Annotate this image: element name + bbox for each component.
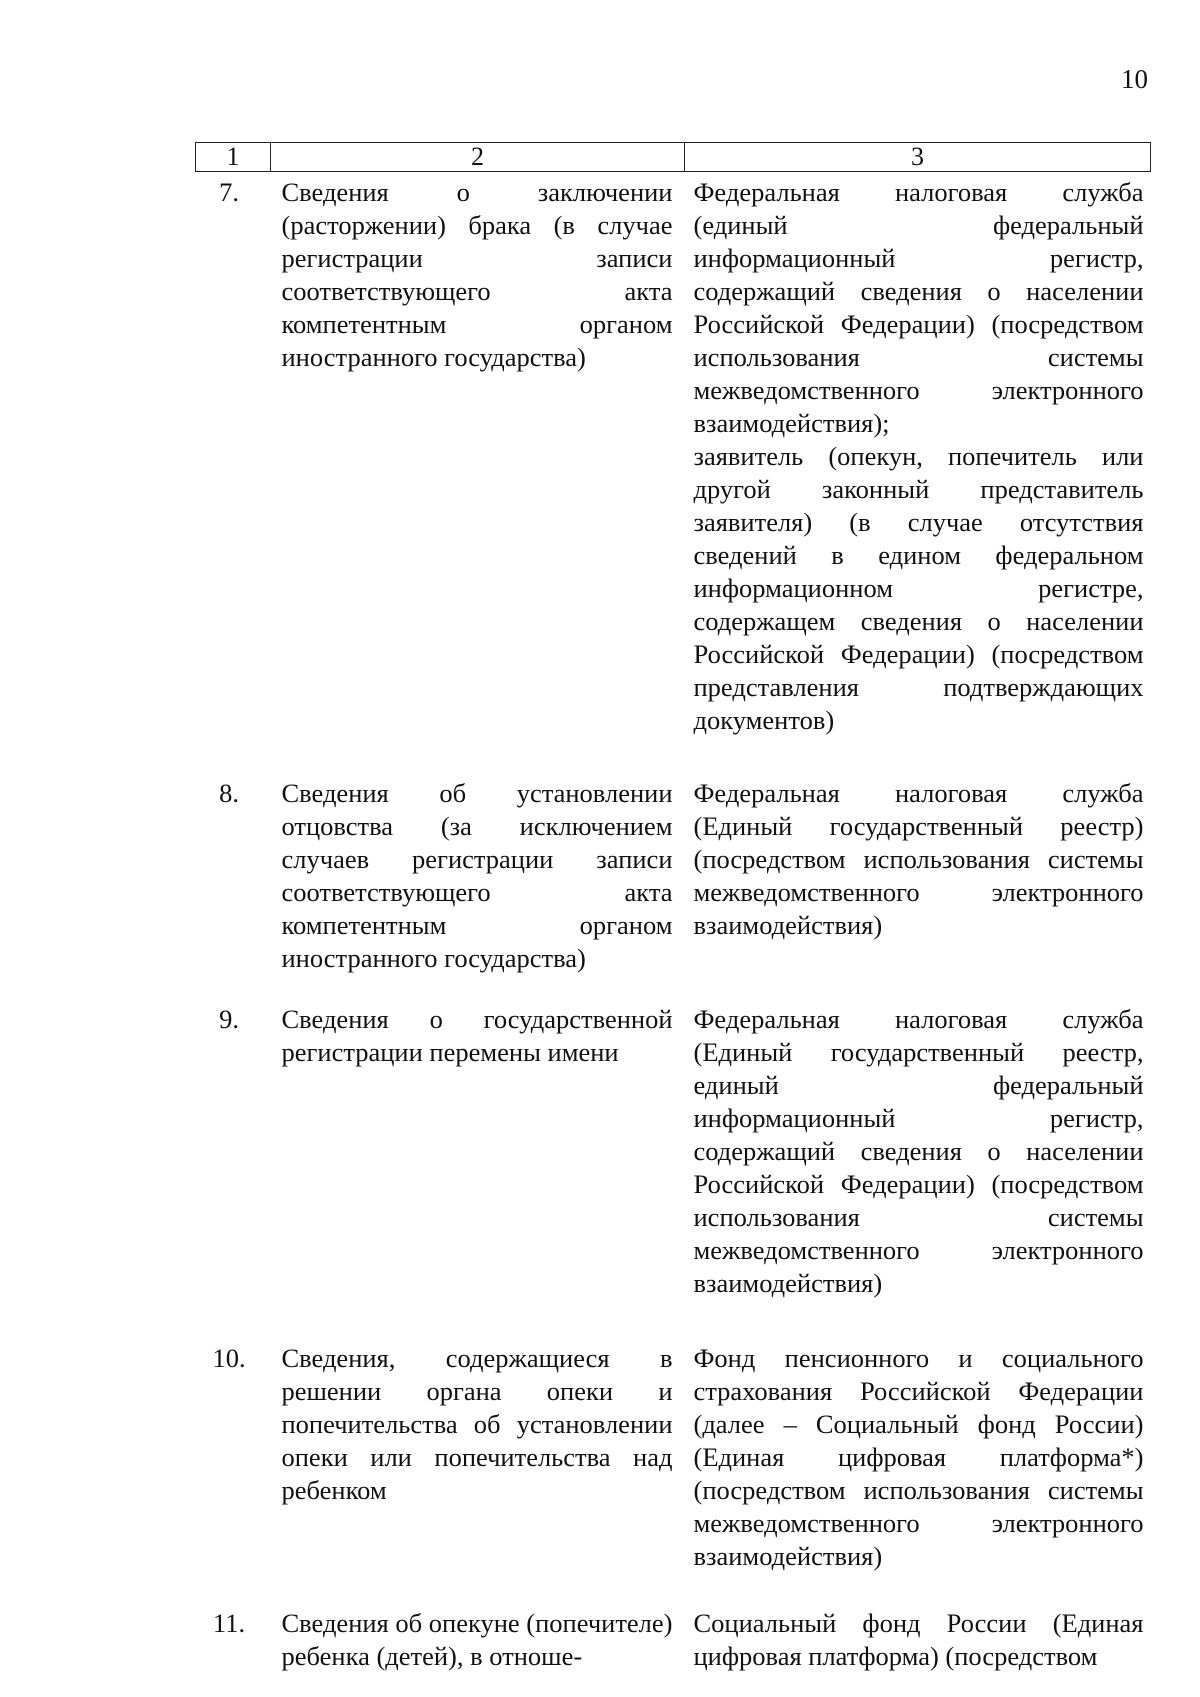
row-source-part: Федеральная налоговая служба (Единый государственный реестр) (посредством использования системы межведомственного электронного взаимодействия): [693, 778, 1144, 940]
row-number: 8.: [219, 778, 239, 808]
page-number: 10: [1121, 64, 1148, 94]
row-description: Сведения о заключении (расторжении) брака (в случае регистрации записи соответствующего акта компетентным органом иностранного государства): [281, 177, 673, 372]
row-source: [685, 1603, 1151, 1673]
table-row: [196, 1338, 1151, 1603]
row-source-part: Федеральная налоговая служба (Единый государственный реестр, единый федеральный информационный регистр, содержащий сведения о населении Российской Федерации) (посредством использования системы межведомственного электронного взаимодействия): [693, 1004, 1144, 1298]
row-source-part: Федеральная налоговая служба (единый федеральный информационный регистр, содержащий сведения о населении Российской Федерации) (посредством использования системы межведомственного электронного взаимодействия);: [693, 177, 1144, 438]
table-header: [196, 143, 1151, 172]
row-source: [685, 773, 1151, 999]
row-source-part: заявитель (опекун, попечитель или другой законный представитель заявителя) (в случае отсутствия сведений в едином федеральном информационном регистре, содержащем сведения о населении Российской Федерации) (посредством представления подтверждающих документов): [693, 441, 1144, 735]
header-col-2: 2: [271, 143, 685, 172]
row-number: 10.: [212, 1343, 246, 1373]
row-number: 7.: [219, 177, 239, 207]
table-body: [196, 172, 1151, 1674]
row-number: 9.: [219, 1004, 239, 1034]
table-row: [196, 999, 1151, 1338]
row-description: Сведения, содержащиеся в решении органа опеки и попечительства об установлении опеки или попечительства над ребенком: [281, 1343, 673, 1505]
row-source-part: Фонд пенсионного и социального страхования Российской Федерации (далее – Социальный фонд России) (Единая цифровая платформа*) (посредством использования системы межведомственного электронного взаимодействия): [693, 1343, 1144, 1571]
header-col-3: 3: [685, 143, 1151, 172]
row-source: [685, 172, 1151, 774]
row-description: Сведения об опекуне (попечителе) ребенка (детей), в отноше-: [281, 1608, 673, 1671]
table-row: [196, 1603, 1151, 1673]
row-number: 11.: [212, 1608, 246, 1638]
row-source: [685, 999, 1151, 1338]
row-source-part: Социальный фонд России (Единая цифровая платформа) (посредством: [693, 1608, 1144, 1671]
header-col-1: 1: [196, 143, 271, 172]
table-row: [196, 773, 1151, 999]
table-row: [196, 172, 1151, 774]
row-description: Сведения о государственной регистрации перемены имени: [281, 1004, 673, 1067]
row-source: [685, 1338, 1151, 1603]
header-row: [196, 143, 1151, 172]
row-description: Сведения об установлении отцовства (за исключением случаев регистрации записи соответствующего акта компетентным органом иностранного государства): [281, 778, 673, 973]
documents-table: [195, 142, 1151, 1673]
